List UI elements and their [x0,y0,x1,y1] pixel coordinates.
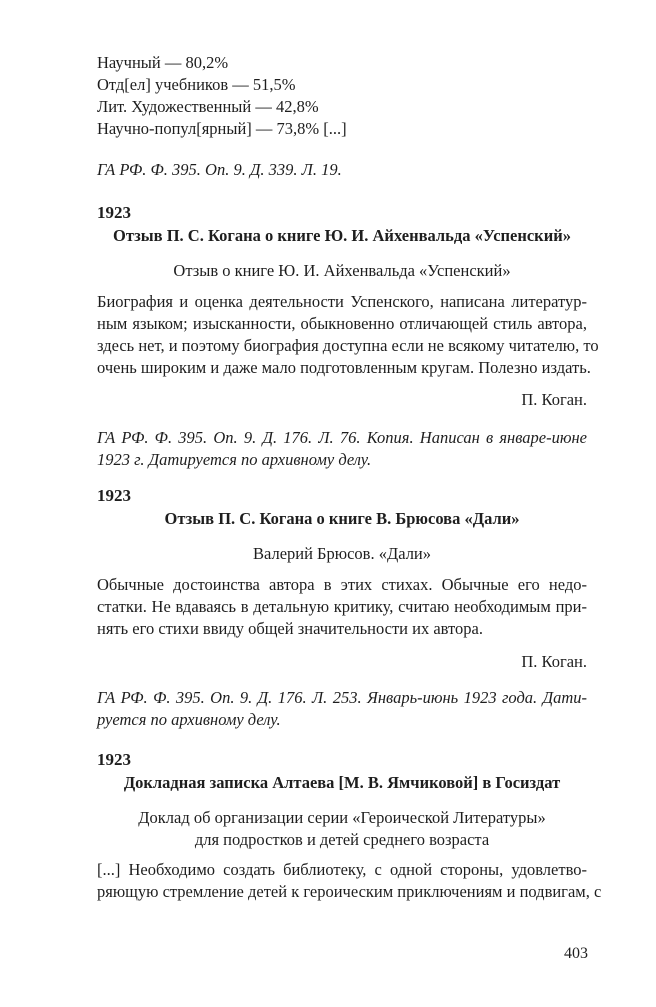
doc2-section [97,485,587,731]
doc3-section [97,749,602,903]
stats-line: Отд[ел] учебников — 51,5% [97,75,296,94]
doc2-body-line: нять его стихи ввиду общей значительности их автора. [97,619,483,638]
stats-line: Лит. Художественный — 42,8% [97,97,319,116]
doc2-source-line: руется по архивному делу. [97,710,281,729]
doc2-source [97,687,587,731]
doc2-source-line: ГА РФ. Ф. 395. Оп. 9. Д. 176. Л. 253. Январь-июнь 1923 года. Дати- [97,688,587,707]
doc1-source [97,427,587,471]
doc1-year: 1923 [97,203,131,222]
doc2-signature: П. Коган. [521,652,587,671]
doc1-body-line: здесь нет, и поэтому биография доступна если не всякому читателю, то [97,336,599,355]
doc3-subtitle-line: для подростков и детей среднего возраста [194,830,490,849]
doc1-body-line: ным языком; изысканности, обыкновенно отличающей стиль автора, [97,314,587,333]
doc3-body-line: [...] Необходимо создать библиотеку, с одной стороны, удовлетво- [97,860,587,879]
stats-line: Научный — 80,2% [97,53,229,72]
doc1-body [97,291,599,379]
doc1-source-line: ГА РФ. Ф. 395. Оп. 9. Д. 176. Л. 76. Копия. Написан в январе-июне [97,428,587,447]
stats-source: ГА РФ. Ф. 395. Оп. 9. Д. 339. Л. 19. [97,160,342,179]
doc3-year: 1923 [97,750,131,769]
stats-list [97,52,347,140]
doc1-body-line: очень широким и даже мало подготовленным кругам. Полезно издать. [97,358,591,377]
doc3-body [97,859,602,903]
doc2-body-line: статки. Не вдаваясь в детальную критику, считаю необходимым при- [97,597,587,616]
doc1-section [97,202,599,471]
doc2-year: 1923 [97,486,131,505]
doc1-source-line: 1923 г. Датируется по архивному делу. [97,450,372,469]
doc1-signature: П. Коган. [521,390,587,409]
doc3-title: Докладная записка Алтаева [М. В. Ямчиковой] в Госиздат [123,773,561,792]
doc2-title: Отзыв П. С. Когана о книге В. Брюсова «Дали» [164,509,520,528]
page-number: 403 [564,945,588,962]
doc3-subtitle [97,807,587,851]
stats-line: Научно-попул[ярный] — 73,8% [...] [97,119,347,138]
doc2-subtitle: Валерий Брюсов. «Дали» [252,544,432,563]
doc3-subtitle-line: Доклад об организации серии «Героической Литературы» [138,808,546,827]
doc1-body-line: Биография и оценка деятельности Успенского, написана литератур- [97,292,587,311]
doc2-body-line: Обычные достоинства автора в этих стихах. Обычные его недо- [97,575,587,594]
doc1-subtitle: Отзыв о книге Ю. И. Айхенвальда «Успенский» [173,261,511,280]
doc2-body [97,574,587,640]
doc1-title: Отзыв П. С. Когана о книге Ю. И. Айхенвальда «Успенский» [113,226,571,245]
doc3-body-line: ряющую стремление детей к героическим приключениям и подвигам, с [97,882,602,901]
